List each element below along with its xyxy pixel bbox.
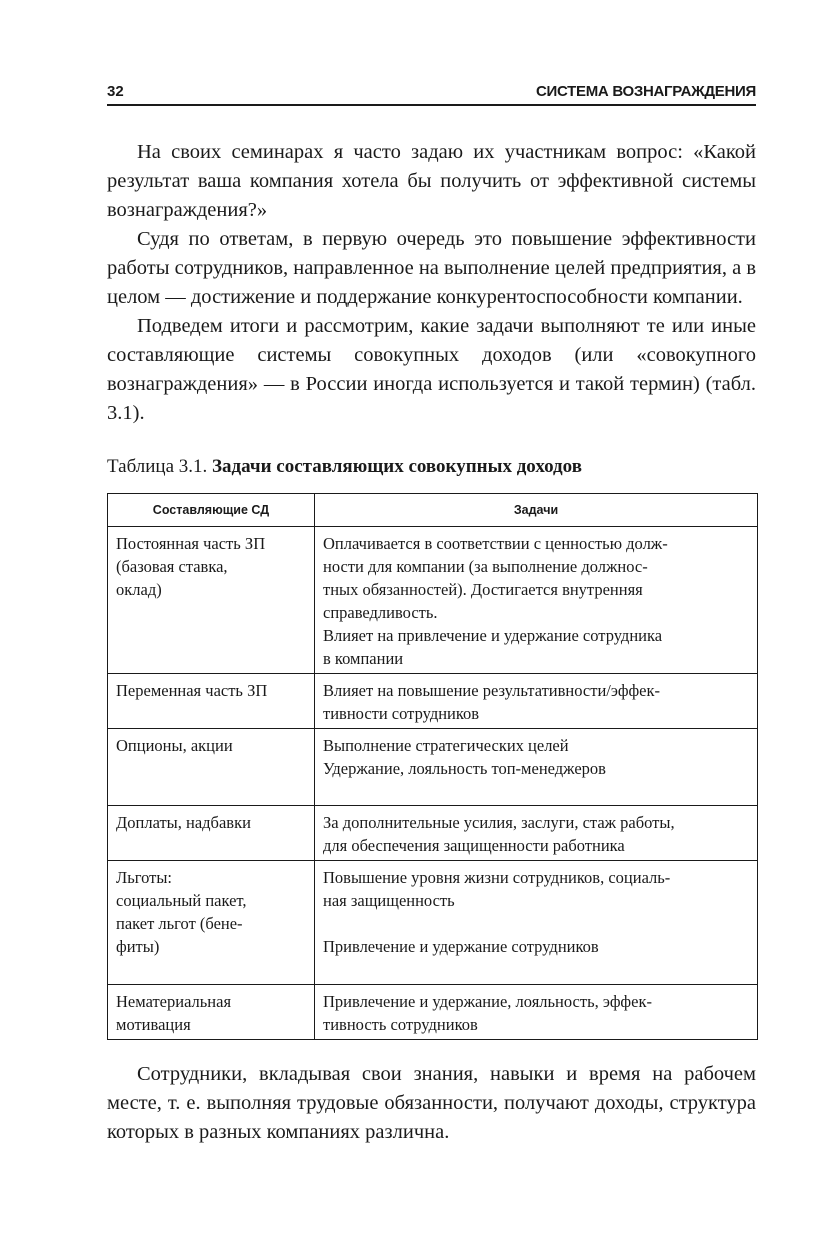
table-row [108, 806, 758, 861]
component-cell [108, 674, 315, 729]
cell-line: для обеспечения защищенности работника [323, 836, 625, 855]
closing-text [107, 1060, 756, 1147]
component-cell [108, 806, 315, 861]
column-header-components: Составляющие СД [108, 494, 315, 527]
component-cell [108, 729, 315, 806]
cell-line: справедливость. [323, 603, 438, 622]
paragraph-2: Судя по ответам, в первую очередь это повышение эффективности работы сотрудников, направленное на выполнение целей предприятия, а в целом — достижение и поддержание конкурентоспособности компании. [107, 228, 757, 308]
component-cell [108, 527, 315, 674]
page-header [107, 80, 756, 106]
tasks-cell [315, 729, 758, 806]
closing-paragraph: Сотрудники, вкладывая свои знания, навыки и время на рабочем месте, т. е. выполняя трудовые обязанности, получают доходы, структура которых в разных компаниях различна. [107, 1063, 756, 1143]
tasks-cell [315, 985, 758, 1040]
cell-line: Повышение уровня жизни сотрудников, социаль- [323, 868, 671, 887]
cell-line: Доплаты, надбавки [116, 813, 251, 832]
column-header-tasks: Задачи [315, 494, 758, 527]
paragraph-1: На своих семинарах я часто задаю их участникам вопрос: «Какой результат ваша компания хотела бы получить от эффективной системы вознаграждения?» [107, 141, 756, 221]
cell-line: Нематериальная [116, 992, 232, 1011]
paragraph-3: Подведем итоги и рассмотрим, какие задачи выполняют те или иные составляющие системы совокупных доходов (или «совокупного вознаграждения» — в России иногда используется и такой термин) (табл. 3.1). [107, 315, 756, 424]
cell-line: Постоянная часть ЗП [116, 534, 266, 553]
cell-line: Опционы, акции [116, 736, 233, 755]
tasks-cell [315, 527, 758, 674]
cell-line: тивности сотрудников [323, 704, 480, 723]
tasks-cell [315, 861, 758, 985]
intro-text [107, 138, 756, 428]
cell-line: оклад) [116, 580, 162, 599]
cell-line: ности для компании (за выполнение должнос- [323, 557, 648, 576]
cell-line: фиты) [116, 937, 160, 956]
cell-line: Привлечение и удержание сотрудников [323, 937, 599, 956]
table-caption [107, 454, 756, 480]
tasks-cell [315, 674, 758, 729]
cell-line: в компании [323, 649, 404, 668]
cell-line: тных обязанностей). Достигается внутренняя [323, 580, 643, 599]
page-number: 32 [107, 83, 124, 100]
cell-line: Переменная часть ЗП [116, 681, 268, 700]
cell-spacer [323, 912, 751, 935]
cell-line: За дополнительные усилия, заслуги, стаж работы, [323, 813, 675, 832]
table-row [108, 861, 758, 985]
cell-line: пакет льгот (бене- [116, 914, 243, 933]
cell-line: Льготы: [116, 868, 172, 887]
cell-line: тивность сотрудников [323, 1015, 478, 1034]
cell-line: Удержание, лояльность топ-менеджеров [323, 759, 606, 778]
cell-line: (базовая ставка, [116, 557, 228, 576]
component-cell [108, 861, 315, 985]
table-header-row [108, 494, 758, 527]
table-caption-title: Задачи составляющих совокупных доходов [212, 456, 582, 477]
component-cell [108, 985, 315, 1040]
running-title: СИСТЕМА ВОЗНАГРАЖДЕНИЯ [536, 83, 756, 100]
table-row [108, 729, 758, 806]
table-row [108, 674, 758, 729]
tasks-table [107, 493, 758, 1040]
cell-line: социальный пакет, [116, 891, 247, 910]
cell-line: мотивация [116, 1015, 191, 1034]
cell-line: Влияет на привлечение и удержание сотрудника [323, 626, 663, 645]
table-row [108, 527, 758, 674]
table-row [108, 985, 758, 1040]
cell-line: Привлечение и удержание, лояльность, эффек- [323, 992, 652, 1011]
cell-line: Выполнение стратегических целей [323, 736, 569, 755]
cell-line: Влияет на повышение результативности/эффек- [323, 681, 660, 700]
table-caption-prefix: Таблица 3.1. [107, 456, 208, 477]
cell-line: ная защищенность [323, 891, 455, 910]
tasks-cell [315, 806, 758, 861]
cell-line: Оплачивается в соответствии с ценностью долж- [323, 534, 668, 553]
